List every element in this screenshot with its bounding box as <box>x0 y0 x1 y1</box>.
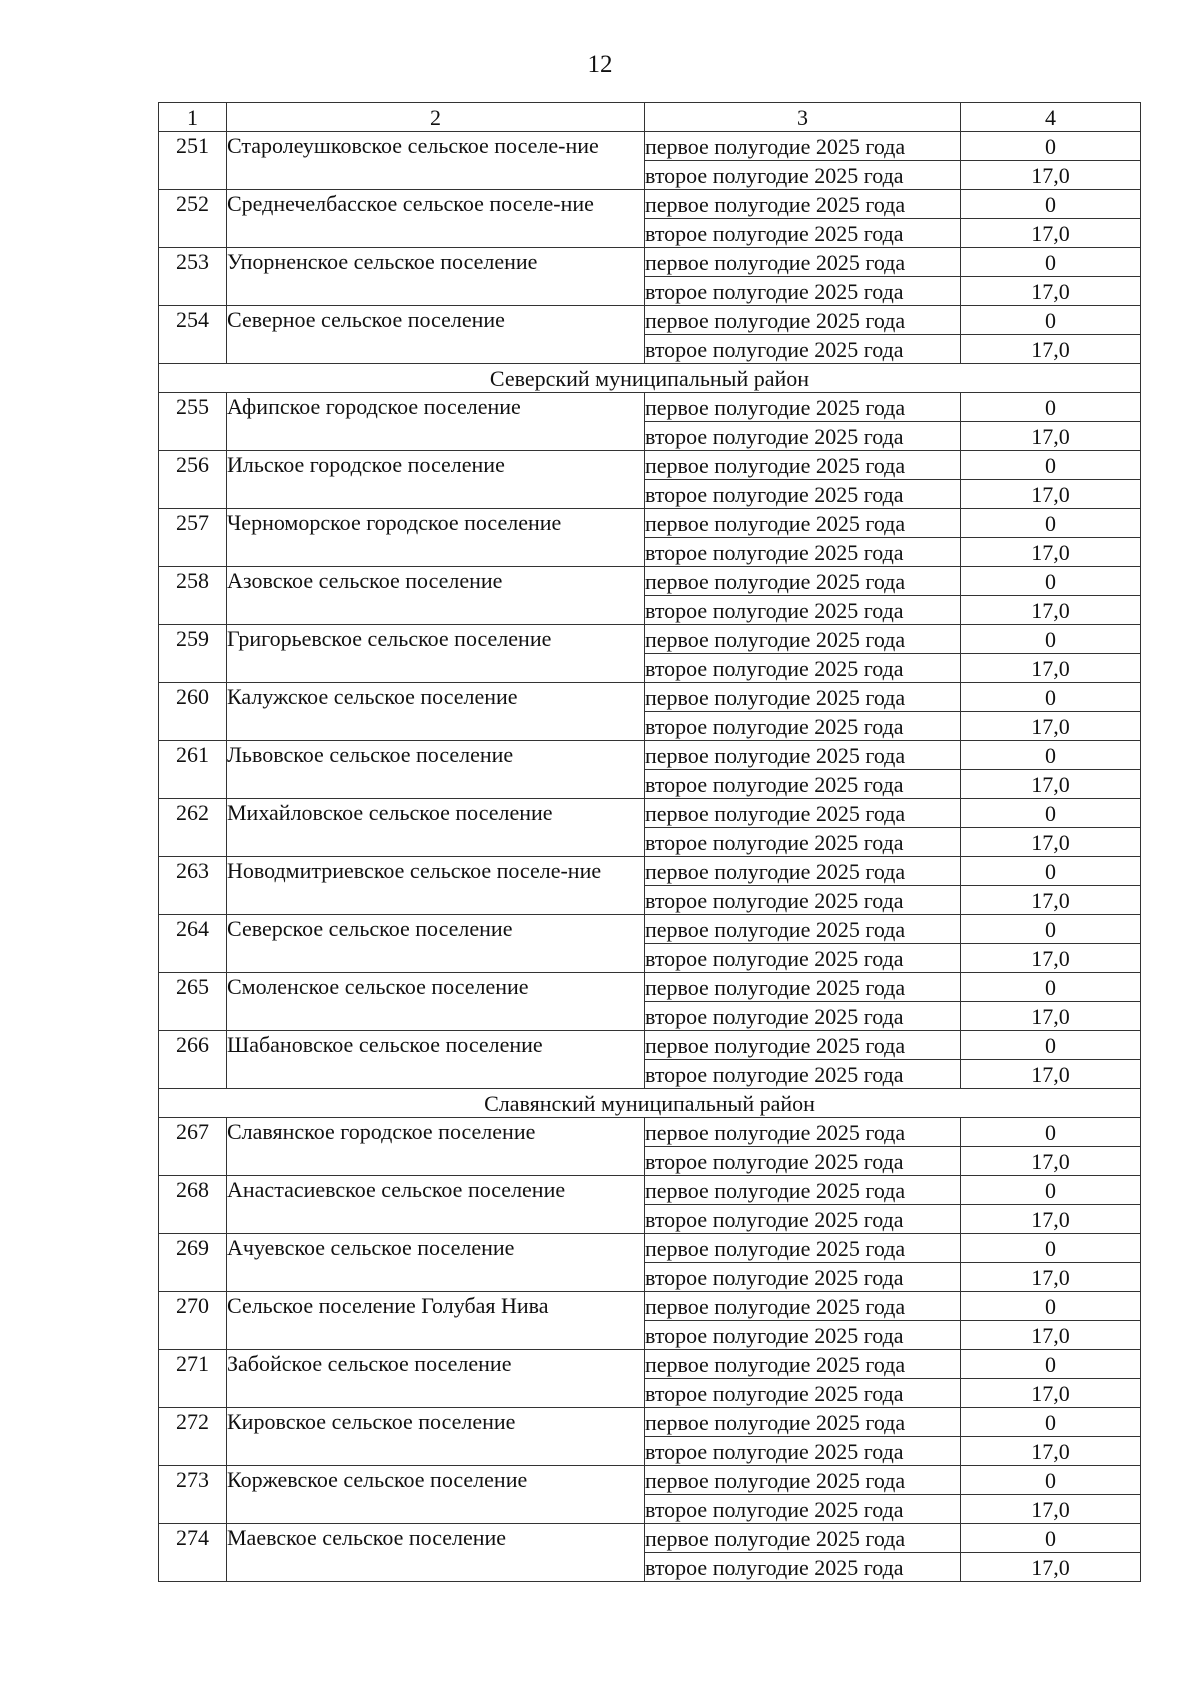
table-row <box>159 1408 1141 1437</box>
value-second-half: 17,0 <box>961 886 1141 915</box>
row-number: 254 <box>159 306 227 364</box>
value-second-half: 17,0 <box>961 770 1141 799</box>
value-second-half: 17,0 <box>961 1321 1141 1350</box>
period-second-half: второе полугодие 2025 года <box>645 596 961 625</box>
period-second-half: второе полугодие 2025 года <box>645 944 961 973</box>
table-row <box>159 625 1141 654</box>
period-second-half: второе полугодие 2025 года <box>645 1002 961 1031</box>
value-second-half: 17,0 <box>961 161 1141 190</box>
period-first-half: первое полугодие 2025 года <box>645 567 961 596</box>
period-first-half: первое полугодие 2025 года <box>645 1234 961 1263</box>
settlement-name: Новодмитриевское сельское поселе-ние <box>227 857 645 915</box>
table-row <box>159 1118 1141 1147</box>
value-second-half: 17,0 <box>961 1437 1141 1466</box>
period-first-half: первое полугодие 2025 года <box>645 1524 961 1553</box>
table-row <box>159 1234 1141 1263</box>
period-second-half: второе полугодие 2025 года <box>645 1263 961 1292</box>
period-second-half: второе полугодие 2025 года <box>645 480 961 509</box>
settlement-name: Ачуевское сельское поселение <box>227 1234 645 1292</box>
settlements-table <box>158 102 1141 1582</box>
period-second-half: второе полугодие 2025 года <box>645 335 961 364</box>
period-first-half: первое полугодие 2025 года <box>645 1408 961 1437</box>
period-first-half: первое полугодие 2025 года <box>645 625 961 654</box>
row-number: 270 <box>159 1292 227 1350</box>
table-row <box>159 741 1141 770</box>
period-second-half: второе полугодие 2025 года <box>645 219 961 248</box>
value-first-half: 0 <box>961 1234 1141 1263</box>
row-number: 262 <box>159 799 227 857</box>
period-first-half: первое полугодие 2025 года <box>645 973 961 1002</box>
value-first-half: 0 <box>961 190 1141 219</box>
period-second-half: второе полугодие 2025 года <box>645 1147 961 1176</box>
settlement-name: Маевское сельское поселение <box>227 1524 645 1582</box>
value-first-half: 0 <box>961 1466 1141 1495</box>
value-first-half: 0 <box>961 1350 1141 1379</box>
settlement-name: Ильское городское поселение <box>227 451 645 509</box>
row-number: 263 <box>159 857 227 915</box>
value-first-half: 0 <box>961 567 1141 596</box>
value-second-half: 17,0 <box>961 1553 1141 1582</box>
period-first-half: первое полугодие 2025 года <box>645 132 961 161</box>
value-second-half: 17,0 <box>961 1205 1141 1234</box>
period-second-half: второе полугодие 2025 года <box>645 161 961 190</box>
period-first-half: первое полугодие 2025 года <box>645 683 961 712</box>
table-row <box>159 915 1141 944</box>
row-number: 257 <box>159 509 227 567</box>
value-first-half: 0 <box>961 393 1141 422</box>
period-second-half: второе полугодие 2025 года <box>645 277 961 306</box>
settlement-name: Забойское сельское поселение <box>227 1350 645 1408</box>
period-second-half: второе полугодие 2025 года <box>645 770 961 799</box>
value-first-half: 0 <box>961 683 1141 712</box>
settlement-name: Львовское сельское поселение <box>227 741 645 799</box>
value-first-half: 0 <box>961 799 1141 828</box>
period-second-half: второе полугодие 2025 года <box>645 1060 961 1089</box>
value-second-half: 17,0 <box>961 1379 1141 1408</box>
table-row <box>159 1466 1141 1495</box>
row-number: 271 <box>159 1350 227 1408</box>
period-first-half: первое полугодие 2025 года <box>645 509 961 538</box>
settlement-name: Сельское поселение Голубая Нива <box>227 1292 645 1350</box>
row-number: 260 <box>159 683 227 741</box>
settlement-name: Анастасиевское сельское поселение <box>227 1176 645 1234</box>
row-number: 268 <box>159 1176 227 1234</box>
value-first-half: 0 <box>961 857 1141 886</box>
header-col-1: 1 <box>159 103 227 132</box>
value-first-half: 0 <box>961 1408 1141 1437</box>
row-number: 266 <box>159 1031 227 1089</box>
period-first-half: первое полугодие 2025 года <box>645 1466 961 1495</box>
value-first-half: 0 <box>961 625 1141 654</box>
value-second-half: 17,0 <box>961 596 1141 625</box>
period-second-half: второе полугодие 2025 года <box>645 1553 961 1582</box>
period-first-half: первое полугодие 2025 года <box>645 741 961 770</box>
table-row <box>159 683 1141 712</box>
settlement-name: Калужское сельское поселение <box>227 683 645 741</box>
settlement-name: Григорьевское сельское поселение <box>227 625 645 683</box>
table-row <box>159 306 1141 335</box>
period-first-half: первое полугодие 2025 года <box>645 190 961 219</box>
row-number: 274 <box>159 1524 227 1582</box>
table-row <box>159 857 1141 886</box>
row-number: 253 <box>159 248 227 306</box>
settlement-name: Северское сельское поселение <box>227 915 645 973</box>
value-second-half: 17,0 <box>961 828 1141 857</box>
period-first-half: первое полугодие 2025 года <box>645 1118 961 1147</box>
header-col-3: 3 <box>645 103 961 132</box>
row-number: 258 <box>159 567 227 625</box>
period-first-half: первое полугодие 2025 года <box>645 1292 961 1321</box>
period-second-half: второе полугодие 2025 года <box>645 1379 961 1408</box>
settlement-name: Северное сельское поселение <box>227 306 645 364</box>
table-row <box>159 248 1141 277</box>
table-row <box>159 132 1141 161</box>
district-row <box>159 364 1141 393</box>
value-second-half: 17,0 <box>961 335 1141 364</box>
settlement-name: Азовское сельское поселение <box>227 567 645 625</box>
value-second-half: 17,0 <box>961 1147 1141 1176</box>
period-second-half: второе полугодие 2025 года <box>645 828 961 857</box>
row-number: 272 <box>159 1408 227 1466</box>
period-first-half: первое полугодие 2025 года <box>645 857 961 886</box>
value-first-half: 0 <box>961 1292 1141 1321</box>
period-second-half: второе полугодие 2025 года <box>645 1495 961 1524</box>
value-second-half: 17,0 <box>961 1263 1141 1292</box>
table-row <box>159 1524 1141 1553</box>
value-second-half: 17,0 <box>961 538 1141 567</box>
value-first-half: 0 <box>961 1118 1141 1147</box>
row-number: 264 <box>159 915 227 973</box>
value-first-half: 0 <box>961 1176 1141 1205</box>
value-first-half: 0 <box>961 451 1141 480</box>
value-first-half: 0 <box>961 973 1141 1002</box>
value-first-half: 0 <box>961 509 1141 538</box>
value-first-half: 0 <box>961 1031 1141 1060</box>
settlement-name: Среднечелбасское сельское поселе-ние <box>227 190 645 248</box>
value-second-half: 17,0 <box>961 422 1141 451</box>
settlement-name: Афипское городское поселение <box>227 393 645 451</box>
value-second-half: 17,0 <box>961 1002 1141 1031</box>
value-second-half: 17,0 <box>961 712 1141 741</box>
value-first-half: 0 <box>961 1524 1141 1553</box>
period-second-half: второе полугодие 2025 года <box>645 886 961 915</box>
settlement-name: Упорненское сельское поселение <box>227 248 645 306</box>
header-row <box>159 103 1141 132</box>
table-row <box>159 799 1141 828</box>
settlement-name: Смоленское сельское поселение <box>227 973 645 1031</box>
value-second-half: 17,0 <box>961 277 1141 306</box>
table-row <box>159 1292 1141 1321</box>
table-row <box>159 190 1141 219</box>
row-number: 261 <box>159 741 227 799</box>
row-number: 256 <box>159 451 227 509</box>
period-second-half: второе полугодие 2025 года <box>645 422 961 451</box>
period-first-half: первое полугодие 2025 года <box>645 393 961 422</box>
header-col-4: 4 <box>961 103 1141 132</box>
value-first-half: 0 <box>961 915 1141 944</box>
settlement-name: Славянское городское поселение <box>227 1118 645 1176</box>
row-number: 265 <box>159 973 227 1031</box>
settlement-name: Старолеушковское сельское поселе-ние <box>227 132 645 190</box>
table-row <box>159 973 1141 1002</box>
value-second-half: 17,0 <box>961 219 1141 248</box>
value-first-half: 0 <box>961 132 1141 161</box>
period-first-half: первое полугодие 2025 года <box>645 1350 961 1379</box>
header-col-2: 2 <box>227 103 645 132</box>
district-row <box>159 1089 1141 1118</box>
table-row <box>159 509 1141 538</box>
period-first-half: первое полугодие 2025 года <box>645 1031 961 1060</box>
value-first-half: 0 <box>961 248 1141 277</box>
table-row <box>159 1176 1141 1205</box>
period-first-half: первое полугодие 2025 года <box>645 248 961 277</box>
period-first-half: первое полугодие 2025 года <box>645 915 961 944</box>
settlement-name: Коржевское сельское поселение <box>227 1466 645 1524</box>
table-row <box>159 393 1141 422</box>
table-row <box>159 1031 1141 1060</box>
settlement-name: Черноморское городское поселение <box>227 509 645 567</box>
settlement-name: Кировское сельское поселение <box>227 1408 645 1466</box>
district-heading-severskiy: Северский муниципальный район <box>159 364 1141 393</box>
period-second-half: второе полугодие 2025 года <box>645 712 961 741</box>
period-first-half: первое полугодие 2025 года <box>645 306 961 335</box>
page-number: 12 <box>587 51 613 78</box>
table-row <box>159 1350 1141 1379</box>
period-first-half: первое полугодие 2025 года <box>645 1176 961 1205</box>
period-second-half: второе полугодие 2025 года <box>645 538 961 567</box>
row-number: 251 <box>159 132 227 190</box>
period-second-half: второе полугодие 2025 года <box>645 1437 961 1466</box>
period-first-half: первое полугодие 2025 года <box>645 451 961 480</box>
value-second-half: 17,0 <box>961 944 1141 973</box>
value-second-half: 17,0 <box>961 654 1141 683</box>
value-first-half: 0 <box>961 741 1141 770</box>
row-number: 255 <box>159 393 227 451</box>
table-row <box>159 451 1141 480</box>
settlement-name: Михайловское сельское поселение <box>227 799 645 857</box>
period-second-half: второе полугодие 2025 года <box>645 654 961 683</box>
value-second-half: 17,0 <box>961 480 1141 509</box>
row-number: 252 <box>159 190 227 248</box>
value-first-half: 0 <box>961 306 1141 335</box>
row-number: 269 <box>159 1234 227 1292</box>
value-second-half: 17,0 <box>961 1495 1141 1524</box>
row-number: 259 <box>159 625 227 683</box>
district-heading-slavyanskiy: Славянский муниципальный район <box>159 1089 1141 1118</box>
table-row <box>159 567 1141 596</box>
period-second-half: второе полугодие 2025 года <box>645 1205 961 1234</box>
row-number: 273 <box>159 1466 227 1524</box>
row-number: 267 <box>159 1118 227 1176</box>
value-second-half: 17,0 <box>961 1060 1141 1089</box>
settlement-name: Шабановское сельское поселение <box>227 1031 645 1089</box>
period-second-half: второе полугодие 2025 года <box>645 1321 961 1350</box>
period-first-half: первое полугодие 2025 года <box>645 799 961 828</box>
